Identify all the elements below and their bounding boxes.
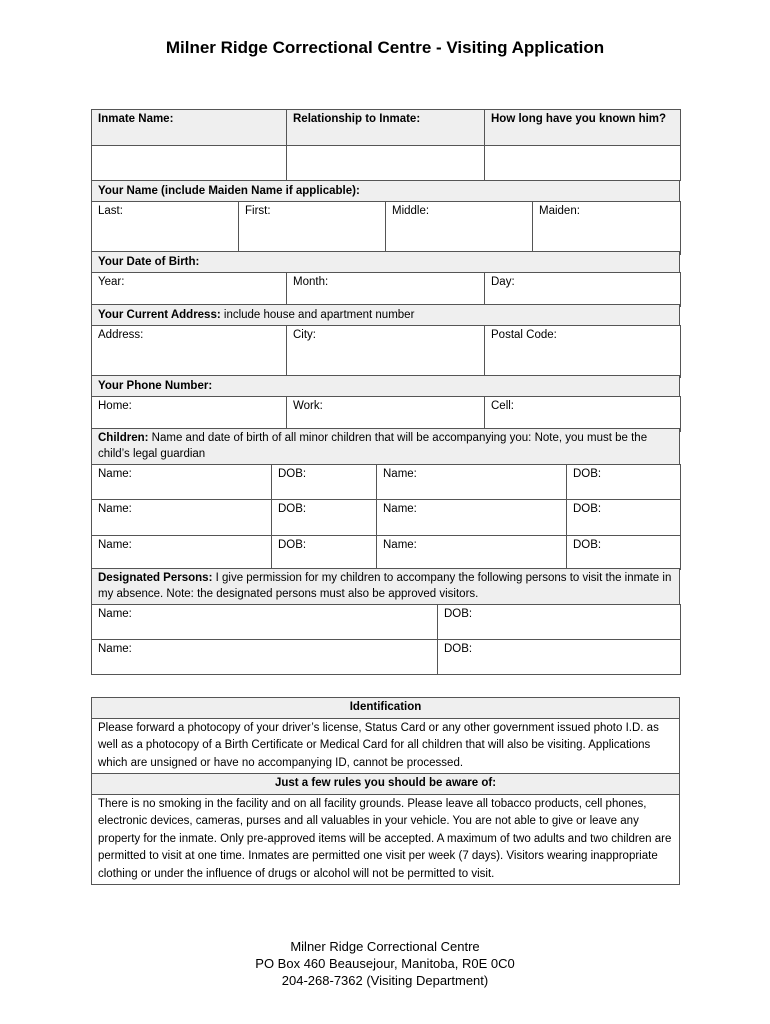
children-header-note: Name and date of birth of all minor children that will be accompanying you: Note, you must be the child’s legal guardian: [98, 432, 648, 460]
dob-section: [91, 251, 680, 307]
identification-section: [91, 697, 680, 885]
child-4-name-field[interactable]: Name:: [377, 500, 567, 536]
child-6-name-field[interactable]: Name:: [377, 536, 567, 570]
address-section: [91, 304, 680, 378]
children-section: [91, 428, 680, 570]
inmate-name-field[interactable]: [92, 146, 287, 181]
your-name-header: Your Name (include Maiden Name if applicable):: [91, 180, 680, 201]
address-header: [91, 304, 680, 325]
identification-title: Identification: [91, 697, 680, 719]
dob-year-field[interactable]: Year:: [92, 273, 287, 307]
address-header-note: include house and apartment number: [220, 309, 415, 321]
designated-header-note: I give permission for my children to accompany the following persons to visit the inmate in my absence. Note: the designated persons must also be approved visitors.: [98, 572, 672, 600]
known-duration-label: How long have you known him?: [485, 110, 681, 146]
last-name-field[interactable]: Last:: [92, 202, 239, 255]
child-5-name-field[interactable]: Name:: [92, 536, 272, 570]
phone-section: [91, 375, 680, 432]
child-3-name-field[interactable]: Name:: [92, 500, 272, 536]
address-header-bold: Your Current Address:: [98, 309, 221, 321]
city-field[interactable]: City:: [287, 326, 485, 378]
child-1-dob-field[interactable]: DOB:: [272, 465, 377, 500]
designated-1-name-field[interactable]: Name:: [92, 605, 438, 640]
phone-header: Your Phone Number:: [91, 375, 680, 396]
your-name-section: [91, 180, 680, 255]
maiden-name-field[interactable]: Maiden:: [533, 202, 681, 255]
rules-text: There is no smoking in the facility and on all facility grounds. Please leave all tobacco products, cell phones, electronic devices, cameras, purses and all valuables in your vehicle. You are not able to give or leave any property for the inmate. Only pre-approved items will be accepted. A maximum of two adults and two children are permitted to visit at one time. Inmates are permitted one visit per week (7 days). Visitors wearing inappropriate clothing or under the influence of drugs or alcohol will not be permitted to visit.: [91, 795, 680, 886]
dob-header: Your Date of Birth:: [91, 251, 680, 272]
child-6-dob-field[interactable]: DOB:: [567, 536, 681, 570]
identification-text: Please forward a photocopy of your driver’s license, Status Card or any other government issued photo I.D. as well as a photocopy of a Birth Certificate or Medical Card for all children that will also be visiting. Applications which are unsigned or have no accompanying ID, cannot be processed.: [91, 719, 680, 775]
designated-header: [91, 568, 680, 604]
footer-phone: 204-268-7362 (Visiting Department): [281, 973, 489, 988]
designated-2-dob-field[interactable]: DOB:: [438, 640, 681, 675]
inmate-name-label: Inmate Name:: [92, 110, 287, 146]
address-field[interactable]: Address:: [92, 326, 287, 378]
inmate-section: [91, 109, 680, 181]
relationship-field[interactable]: [287, 146, 485, 181]
child-2-dob-field[interactable]: DOB:: [567, 465, 681, 500]
child-4-dob-field[interactable]: DOB:: [567, 500, 681, 536]
designated-1-dob-field[interactable]: DOB:: [438, 605, 681, 640]
dob-day-field[interactable]: Day:: [485, 273, 681, 307]
relationship-label: Relationship to Inmate:: [287, 110, 485, 146]
middle-name-field[interactable]: Middle:: [386, 202, 533, 255]
work-phone-field[interactable]: Work:: [287, 397, 485, 432]
footer: [0, 938, 770, 989]
designated-header-bold: Designated Persons:: [98, 572, 213, 584]
cell-phone-field[interactable]: Cell:: [485, 397, 681, 432]
children-header-bold: Children:: [98, 432, 149, 444]
footer-address: PO Box 460 Beausejour, Manitoba, R0E 0C0: [255, 956, 515, 971]
rules-title: Just a few rules you should be aware of:: [91, 774, 680, 795]
footer-org-name: Milner Ridge Correctional Centre: [290, 939, 480, 954]
home-phone-field[interactable]: Home:: [92, 397, 287, 432]
child-1-name-field[interactable]: Name:: [92, 465, 272, 500]
child-2-name-field[interactable]: Name:: [377, 465, 567, 500]
postal-code-field[interactable]: Postal Code:: [485, 326, 681, 378]
first-name-field[interactable]: First:: [239, 202, 386, 255]
child-3-dob-field[interactable]: DOB:: [272, 500, 377, 536]
children-header: [91, 428, 680, 464]
child-5-dob-field[interactable]: DOB:: [272, 536, 377, 570]
dob-month-field[interactable]: Month:: [287, 273, 485, 307]
designated-persons-section: [91, 568, 680, 675]
page-title: Milner Ridge Correctional Centre - Visiting Application: [165, 38, 605, 57]
known-duration-field[interactable]: [485, 146, 681, 181]
designated-2-name-field[interactable]: Name:: [92, 640, 438, 675]
